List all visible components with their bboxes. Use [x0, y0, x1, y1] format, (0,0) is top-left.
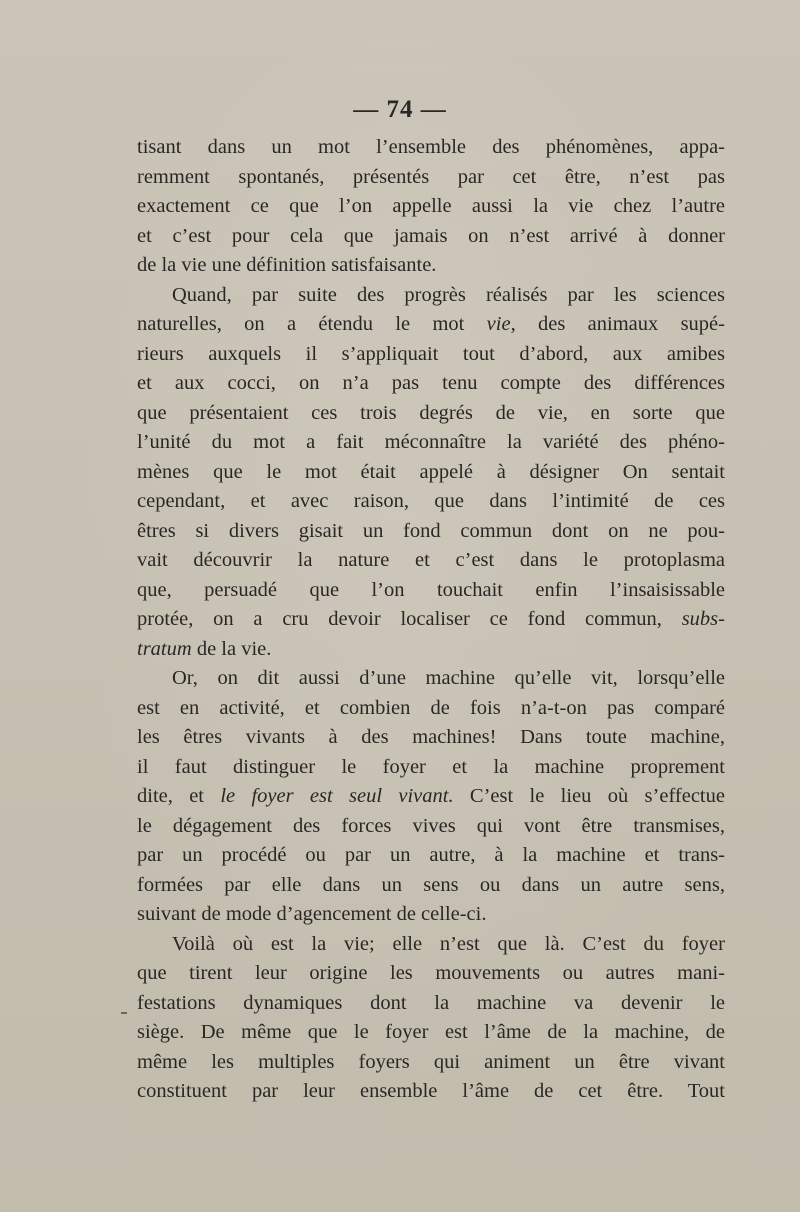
line-text: que tirent leur origine les mouvements ou autres mani- [137, 962, 725, 984]
line-text: constituent par leur ensemble l’âme de cet être. Tout [137, 1080, 725, 1102]
line-italic-text: tratum [137, 637, 192, 660]
text-line [137, 517, 725, 547]
line-text: l’unité du mot a fait méconnaître la variété des phéno- [137, 431, 725, 453]
line-text: cependant, et avec raison, que dans l’intimité de ces [137, 490, 725, 512]
text-line [137, 399, 725, 429]
line-text: tisant dans un mot l’ensemble des phénomènes, appa- [137, 136, 725, 158]
text-line [137, 458, 725, 488]
line-text-after: des animaux supé- [515, 313, 725, 335]
line-text: êtres si divers gisait un fond commun dont on ne pou- [137, 519, 725, 542]
line-text: Quand, par suite des progrès réalisés par les sciences [172, 283, 725, 306]
text-line [137, 163, 725, 193]
line-text: par un procédé ou par un autre, à la machine et trans- [137, 844, 725, 866]
line-italic-text: subs- [681, 608, 725, 630]
text-line [137, 605, 725, 635]
text-line [137, 428, 725, 458]
body-text [137, 133, 725, 1107]
text-line [137, 871, 725, 901]
line-text: protée, on a cru devoir localiser ce fond commun, [137, 608, 682, 630]
line-text: Or, on dit aussi d’une machine qu’elle vit, lorsqu’elle [172, 667, 725, 689]
text-line [137, 930, 725, 960]
text-line [137, 251, 725, 281]
line-text: dite, et [137, 785, 221, 807]
text-line [137, 1077, 725, 1107]
line-text: naturelles, on a étendu le mot [137, 313, 487, 335]
line-text: festations dynamiques dont la machine va devenir le [137, 991, 725, 1014]
text-line [137, 782, 725, 812]
line-text: exactement ce que l’on appelle aussi la vie chez l’autre [137, 195, 725, 217]
line-text-after: C’est le lieu où s’effectue [453, 785, 725, 807]
text-line [137, 487, 725, 517]
line-text: et c’est pour cela que jamais on n’est arrivé à donner [137, 224, 725, 247]
line-text: les êtres vivants à des machines! Dans toute machine, [137, 726, 725, 748]
line-text: rieurs auxquels il s’appliquait tout d’abord, aux amibes [137, 342, 725, 365]
line-text: siège. De même que le foyer est l’âme de la machine, de [137, 1021, 725, 1043]
line-text: il faut distinguer le foyer et la machine proprement [137, 755, 725, 778]
text-line [137, 989, 725, 1019]
line-text: Voilà où est la vie; elle n’est que là. C’est du foyer [172, 932, 725, 955]
text-line [137, 959, 725, 989]
text-line [137, 576, 725, 606]
line-text: que, persuadé que l’on touchait enfin l’insaisissable [137, 578, 725, 601]
text-line [137, 133, 725, 163]
text-line [137, 192, 725, 222]
text-line [137, 340, 725, 370]
text-line [137, 635, 725, 665]
line-text: de la vie une définition satisfaisante. [137, 254, 437, 276]
line-text: mènes que le mot était appelé à désigner On sentait [137, 460, 725, 483]
margin-mark [121, 1012, 127, 1014]
line-text: remment spontanés, présentés par cet être, n’est pas [137, 165, 725, 188]
text-line [137, 812, 725, 842]
line-italic-text: vie, [486, 313, 516, 335]
line-text: suivant de mode d’agencement de celle-ci. [137, 903, 487, 925]
text-line [137, 841, 725, 871]
line-text: formées par elle dans un sens ou dans un autre sens, [137, 873, 725, 896]
line-text: même les multiples foyers qui animent un être vivant [137, 1050, 725, 1073]
text-line [137, 222, 725, 252]
text-line [137, 369, 725, 399]
text-line [137, 1048, 725, 1078]
line-text: est en activité, et combien de fois n’a-t-on pas comparé [137, 696, 725, 719]
line-text: que présentaient ces trois degrés de vie, en sorte que [137, 401, 725, 424]
text-line [137, 900, 725, 930]
line-text: et aux cocci, on n’a pas tenu compte des différences [137, 372, 725, 394]
text-line [137, 753, 725, 783]
text-line [137, 664, 725, 694]
line-text: le dégagement des forces vives qui vont être transmises, [137, 814, 725, 837]
text-line [137, 723, 725, 753]
line-text: vait découvrir la nature et c’est dans le protoplasma [137, 549, 725, 571]
text-line [137, 1018, 725, 1048]
page-number: — 74 — [353, 96, 447, 123]
text-line [137, 546, 725, 576]
line-italic-text: le foyer est seul vivant. [220, 785, 454, 807]
text-line [137, 281, 725, 311]
text-line [137, 694, 725, 724]
text-line [137, 310, 725, 340]
line-text-after: de la vie. [191, 637, 272, 660]
